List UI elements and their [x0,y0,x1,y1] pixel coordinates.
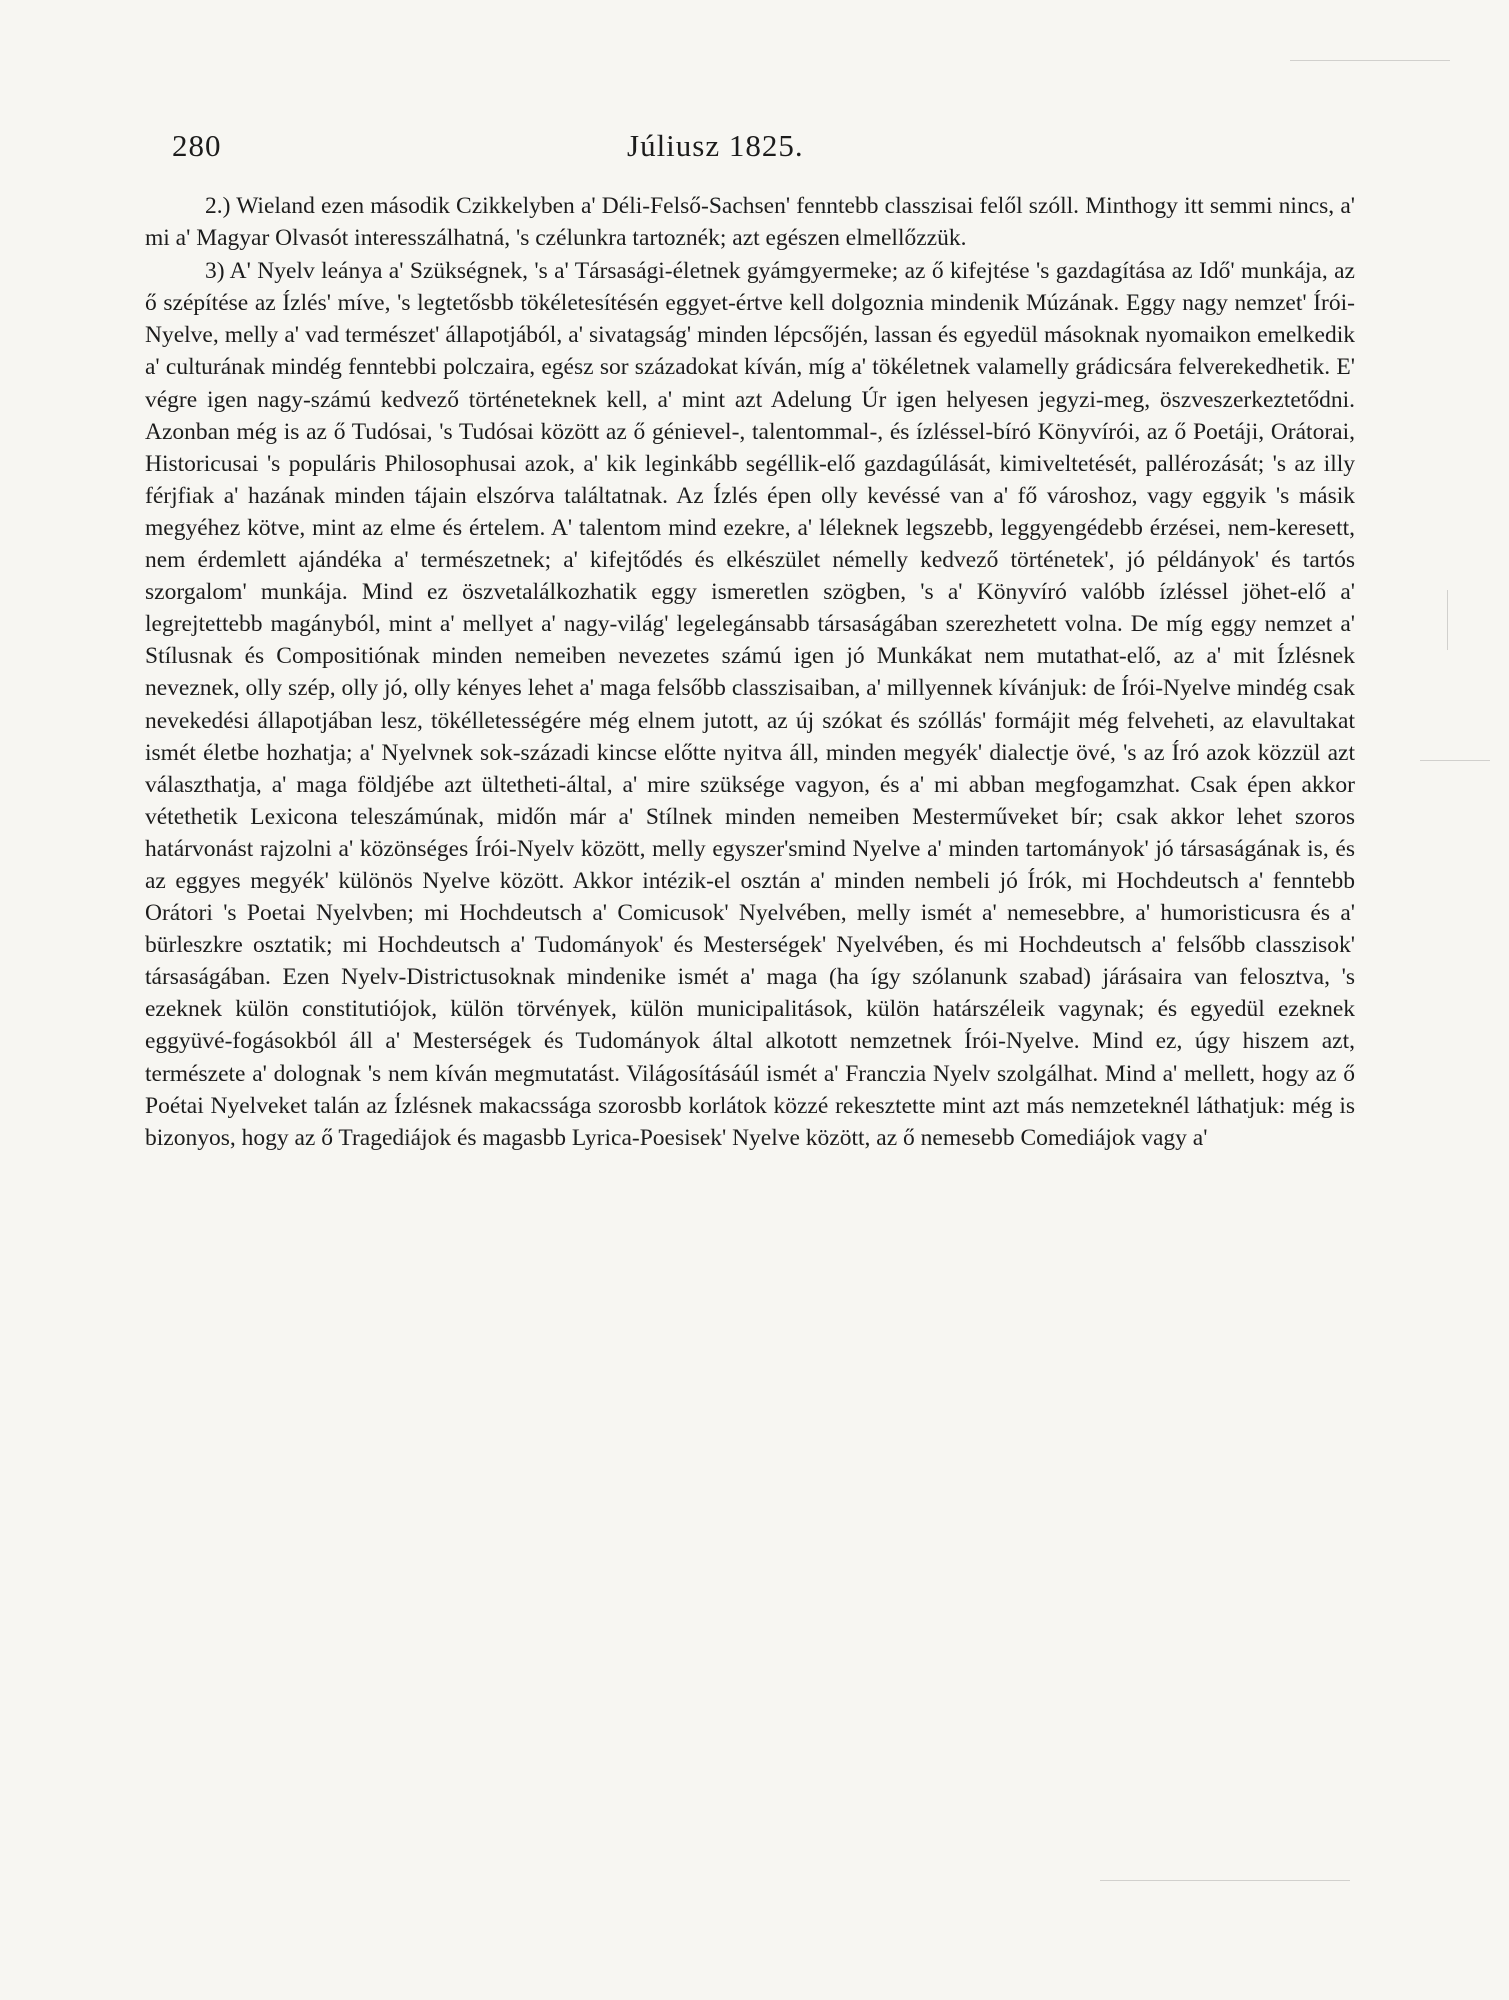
page-number: 280 [172,128,222,163]
page-header [172,128,1382,178]
paragraph-2: 2.) Wieland ezen második Czikkelyben a' Déli-Felső-Sachsen' fenntebb classzisai felől szóll. Minthogy itt semmi nincs, a' mi a' Magyar Olvasót interesszálhatná, 's czélunkra tartoznék; azt egészen elmellőzzük. [145,193,1355,252]
scan-artifact [1100,1880,1350,1881]
scan-artifact [1420,760,1490,761]
scan-artifact [1447,590,1448,650]
body-text [145,190,1355,1154]
running-head: Júliusz 1825. [627,128,804,163]
scan-artifact [1290,60,1450,61]
paragraph-3: 3) A' Nyelv leánya a' Szükségnek, 's a' Társasági-életnek gyámgyermeke; az ő kifejtése 's gazdagítása az Idő' munkája, az ő szépítése az Ízlés' míve, 's legtetősbb tökéletesítésén eggyet-értve kell dolgoznia mindenik Múzának. Eggy nagy nemzet' Írói-Nyelve, melly a' vad természet' állapotjából, a' sivatagság' minden lépcsőjén, lassan és egyedül másoknak nyomaikon emelkedik a' culturának mindég fenntebbi polczaira, egész sor századokat kíván, míg a' tökéletnek valamelly grádicsára felverekedhetik. E' végre igen nagy-számú kedvező történeteknek kell, a' mint azt Adelung Úr igen helyesen jegyzi-meg, öszveszerkeztetődni. Azonban még is az ő Tudósai, 's Tudósai között az ő génievel-, talentommal-, és ízléssel-bíró Könyvírói, az ő Poetáji, Orátorai, Historicusai 's populáris Philosophusai azok, a' kik leginkább segéllik-elő gazdagúlását, kimiveltetését, pallérozását; 's az illy férjfiak a' hazának minden tájain elszórva találtatnak. Az Ízlés épen olly kevéssé van a' fő városhoz, vagy eggyik 's másik megyéhez kötve, mint az elme és értelem. A' talentom mind ezekre, a' léleknek legszebb, leggyengédebb érzései, nem-keresett, nem érdemlett ajándéka a' természetnek; a' kifejtődés és elkészület némelly kedvező történetek', jó példányok' és tartós szorgalom' munkája. Mind ez öszvetalálkozhatik eggy ismeretlen szögben, 's a' Könyvíró valóbb ízléssel jöhet-elő a' legrejtettebb magányból, mint a' mellyet a' nagy-világ' legelegánsabb társaságában szerezhetett volna. De míg eggy nemzet a' Stílusnak és Compositiónak minden nemeiben nevezetes számú igen jó Munkákat nem mutathat-elő, az a' mit Ízlésnek neveznek, olly szép, olly jó, olly kényes lehet a' maga felsőbb classzisaiban, a' millyennek kívánjuk: de Írói-Nyelve mindég csak nevekedési állapotjában lesz, tökélletességére még elnem jutott, az új szókat és szóllás' formájit még felveheti, az elavultakat ismét életbe hozhatja; a' Nyelvnek sok-századi kincse előtte nyitva áll, minden megyék' dialectje övé, 's az Író azok közzül azt választhatja, a' maga földjébe azt ültetheti-által, a' mire szüksége vagyon, és a' mi abban megfogamzhat. Csak épen akkor vétethetik Lexicona teleszámúnak, midőn már a' Stílnek minden nemeiben Mesterműveket bír; csak akkor lehet szoros határvonást rajzolni a' közönséges Írói-Nyelv között, melly egyszer'smind Nyelve a' minden tartományok' jó társaságának is, és az eggyes megyék' különös Nyelve között. Akkor intézik-el osztán a' minden nembeli jó Írók, mi Hochdeutsch a' fenntebb Orátori 's Poetai Nyelvben; mi Hochdeutsch a' Comicusok' Nyelvében, melly ismét a' nemesebbre, a' humoristicusra és a' bürleszkre osztatik; mi Hochdeutsch a' Tudományok' és Mesterségek' Nyelvében, és mi Hochdeutsch a' felsőbb classzisok' társaságában. Ezen Nyelv-Districtusoknak mindenike ismét a' maga (ha így szólanunk szabad) járásaira van felosztva, 's ezeknek külön constitutiójok, külön törvények, külön municipalitások, külön határszéleik vagynak; és egyedül ezeknek eggyüvé-fogásokból áll a' Mesterségek és Tudományok által alkotott nemzetnek Írói-Nyelve. Mind ez, úgy hiszem azt, természete a' dolognak 's nem kíván megmutatást. Világosításáúl ismét a' Franczia Nyelv szolgálhat. Mind a' mellett, hogy az ő Poétai Nyelveket talán az Ízlésnek makacssága szorosbb korlátok közzé rekesztette mint azt más nemzeteknél láthatjuk: még is bizonyos, hogy az ő Tragediájok és magasbb Lyrica-Poesisek' Nyelve között, az ő nemesebb Comediájok vagy a' [145,258,1355,1151]
